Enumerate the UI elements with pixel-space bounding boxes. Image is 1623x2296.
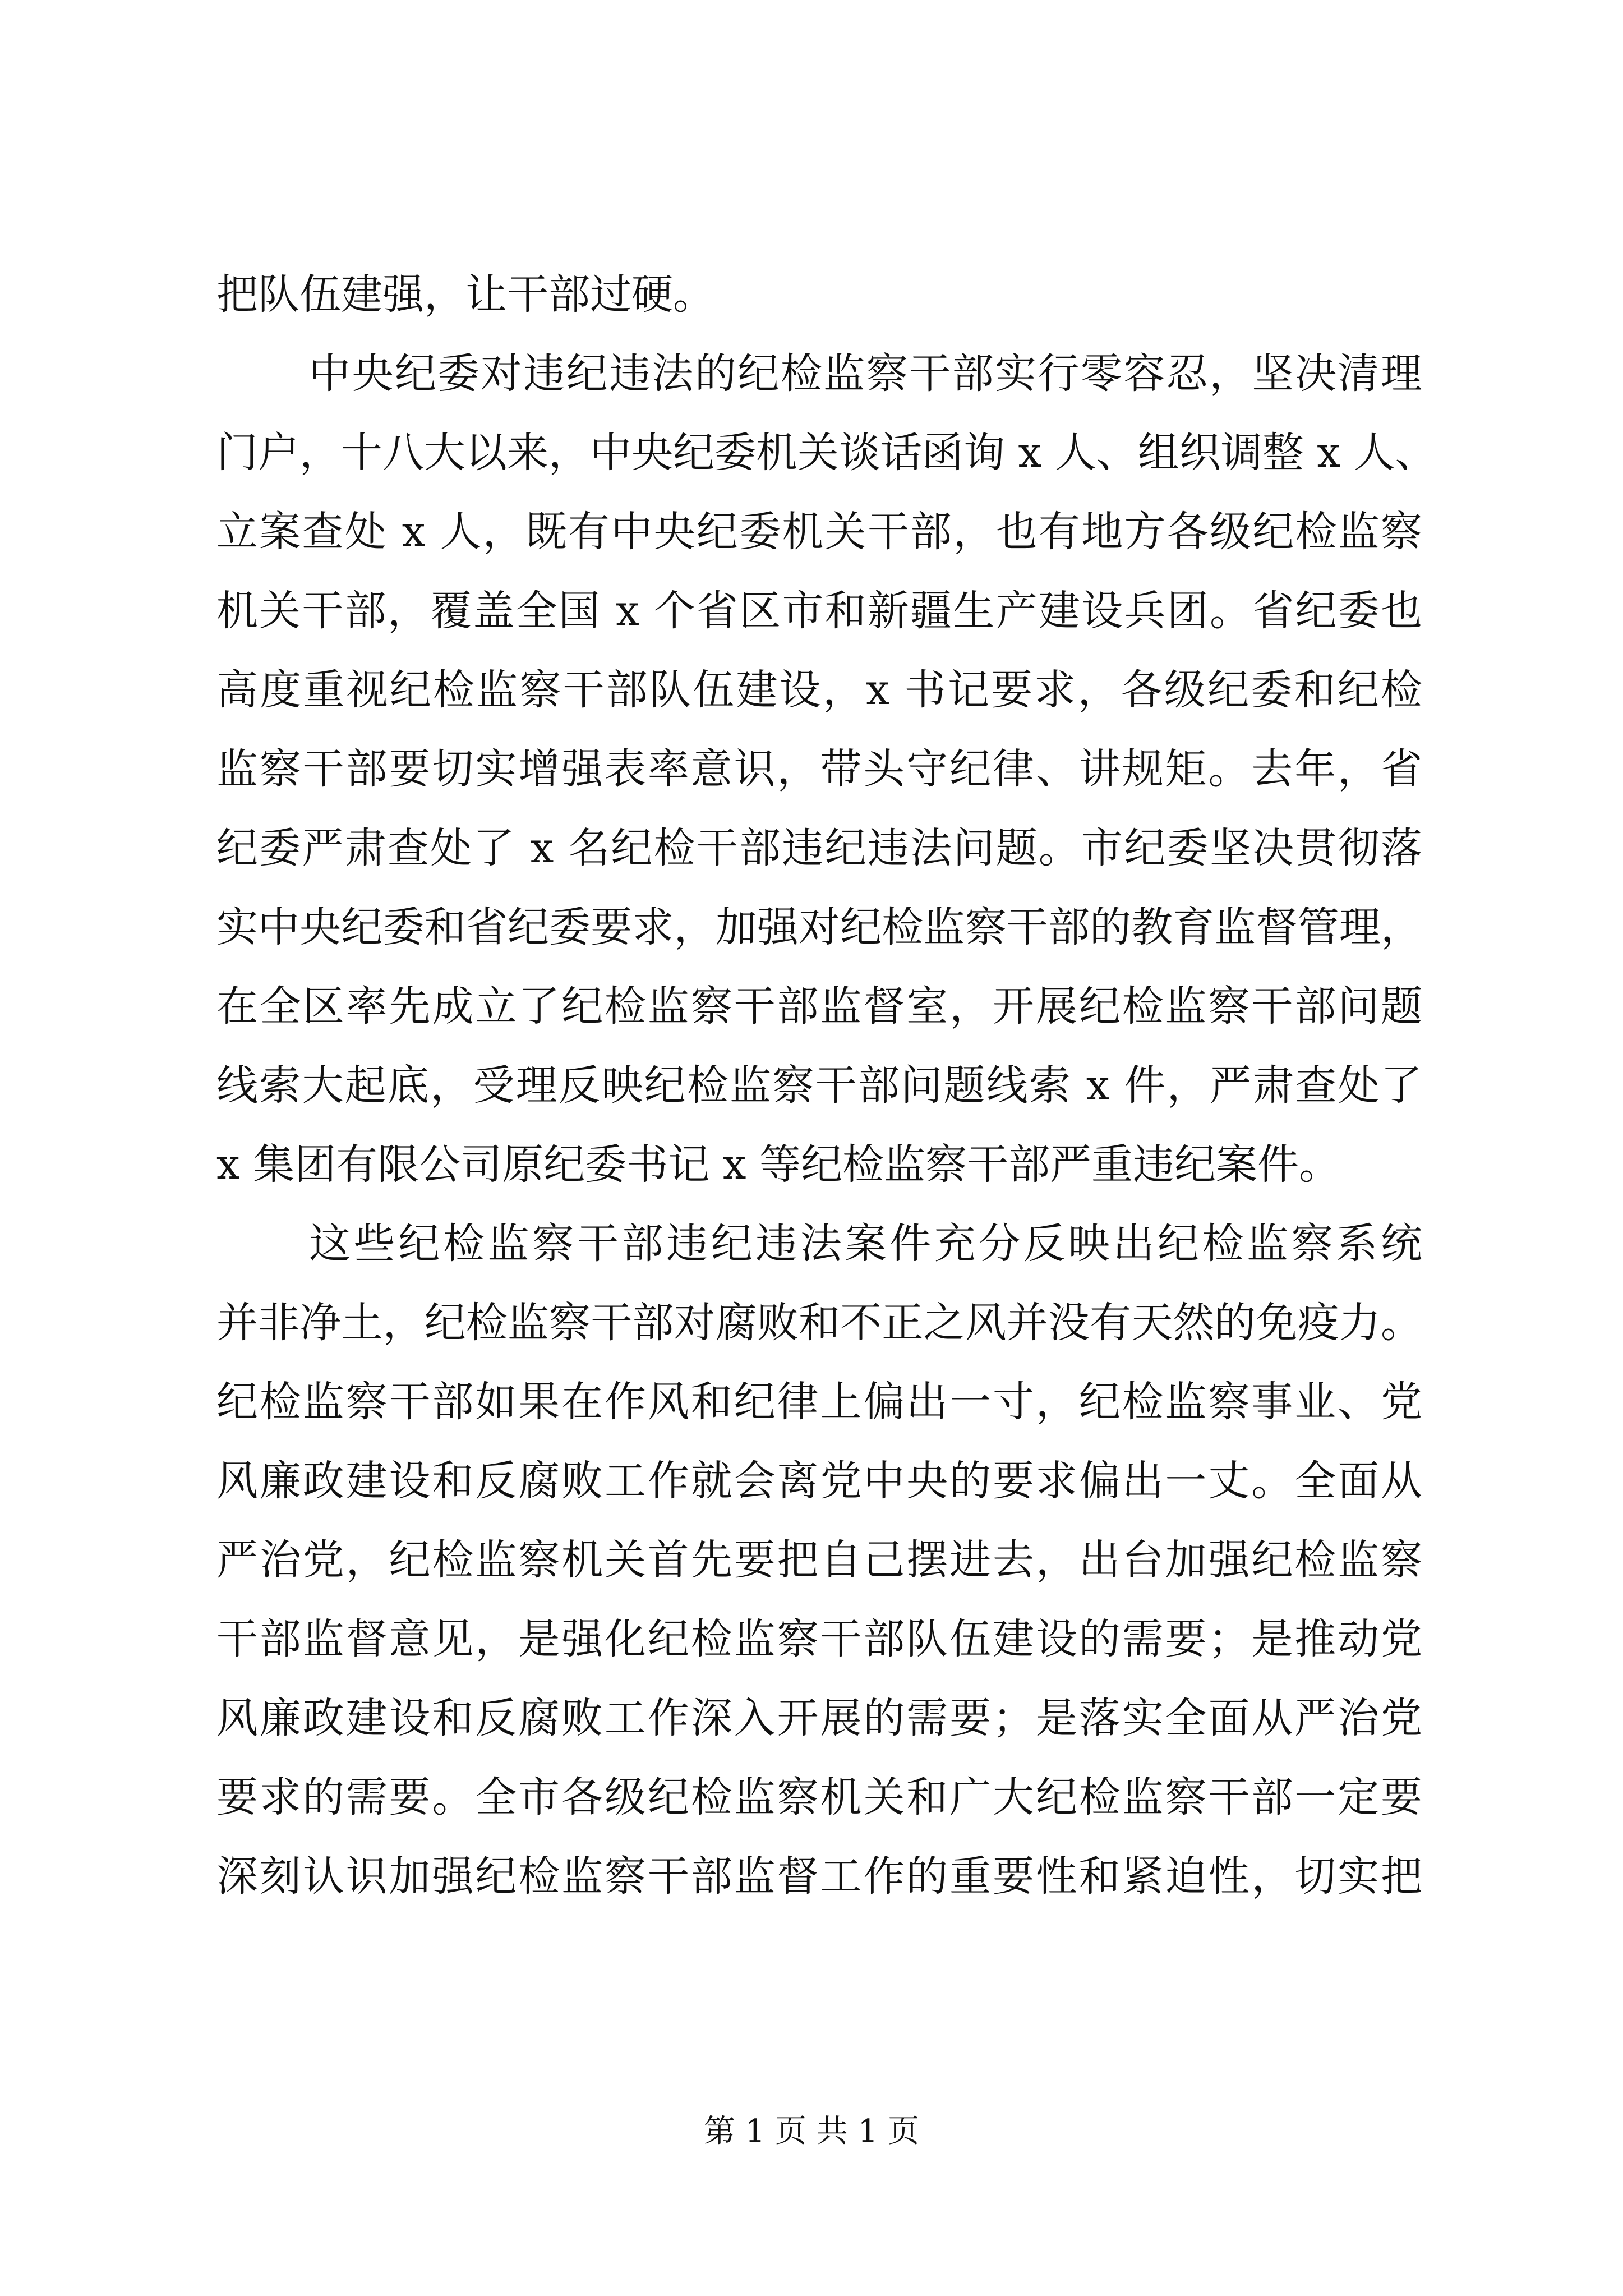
paragraph-line: 风廉政建设和反腐败工作深入开展的需要；是落实全面从严治党 (216, 1694, 1422, 1742)
paragraph-line: 在全区率先成立了纪检监察干部监督室，开展纪检监察干部问题 (216, 982, 1422, 1030)
paragraph-line: 纪检监察干部如果在作风和纪律上偏出一寸，纪检监察事业、党 (216, 1378, 1422, 1426)
paragraph-line: 把队伍建强，让干部过硬。 (216, 270, 714, 319)
paragraph-line: 深刻认识加强纪检监察干部监督工作的重要性和紧迫性，切实把 (216, 1852, 1422, 1901)
paragraph-line: 要求的需要。全市各级纪检监察机关和广大纪检监察干部一定要 (216, 1773, 1422, 1821)
paragraph-line: 机关干部，覆盖全国 x 个省区市和新疆生产建设兵团。省纪委也 (216, 587, 1422, 635)
paragraph-line: 立案查处 x 人，既有中央纪委机关干部，也有地方各级纪检监察 (216, 508, 1422, 556)
paragraph-line: 纪委严肃查处了 x 名纪检干部违纪违法问题。市纪委坚决贯彻落 (216, 824, 1422, 872)
paragraph-line: 这些纪检监察干部违纪违法案件充分反映出纪检监察系统 (309, 1220, 1422, 1268)
document-body (216, 255, 1437, 1916)
paragraph-line: 干部监督意见，是强化纪检监察干部队伍建设的需要；是推动党 (216, 1615, 1422, 1663)
paragraph-line: 线索大起底，受理反映纪检监察干部问题线索 x 件，严肃查处了 (216, 1061, 1422, 1110)
paragraph-line: 中央纪委对违纪违法的纪检监察干部实行零容忍，坚决清理 (309, 349, 1422, 398)
paragraph-line: 实中央纪委和省纪委要求，加强对纪检监察干部的教育监督管理， (216, 903, 1422, 951)
paragraph-line: 风廉政建设和反腐败工作就会离党中央的要求偏出一丈。全面从 (216, 1457, 1422, 1505)
paragraph-line: 并非净土，纪检监察干部对腐败和不正之风并没有天然的免疫力。 (216, 1299, 1422, 1347)
paragraph-line: 门户，十八大以来，中央纪委机关谈话函询 x 人、组织调整 x 人、 (216, 429, 1437, 477)
page-number-label: 第 1 页 共 1 页 (703, 2113, 920, 2150)
paragraph-line: 监察干部要切实增强表率意识，带头守纪律、讲规矩。去年，省 (216, 745, 1422, 793)
page-footer (0, 2109, 1623, 2154)
paragraph-line: x 集团有限公司原纪委书记 x 等纪检监察干部严重违纪案件。 (216, 1140, 1341, 1189)
paragraph-line: 高度重视纪检监察干部队伍建设，x 书记要求，各级纪委和纪检 (216, 666, 1422, 714)
paragraph-line: 严治党，纪检监察机关首先要把自己摆进去，出台加强纪检监察 (216, 1536, 1422, 1584)
